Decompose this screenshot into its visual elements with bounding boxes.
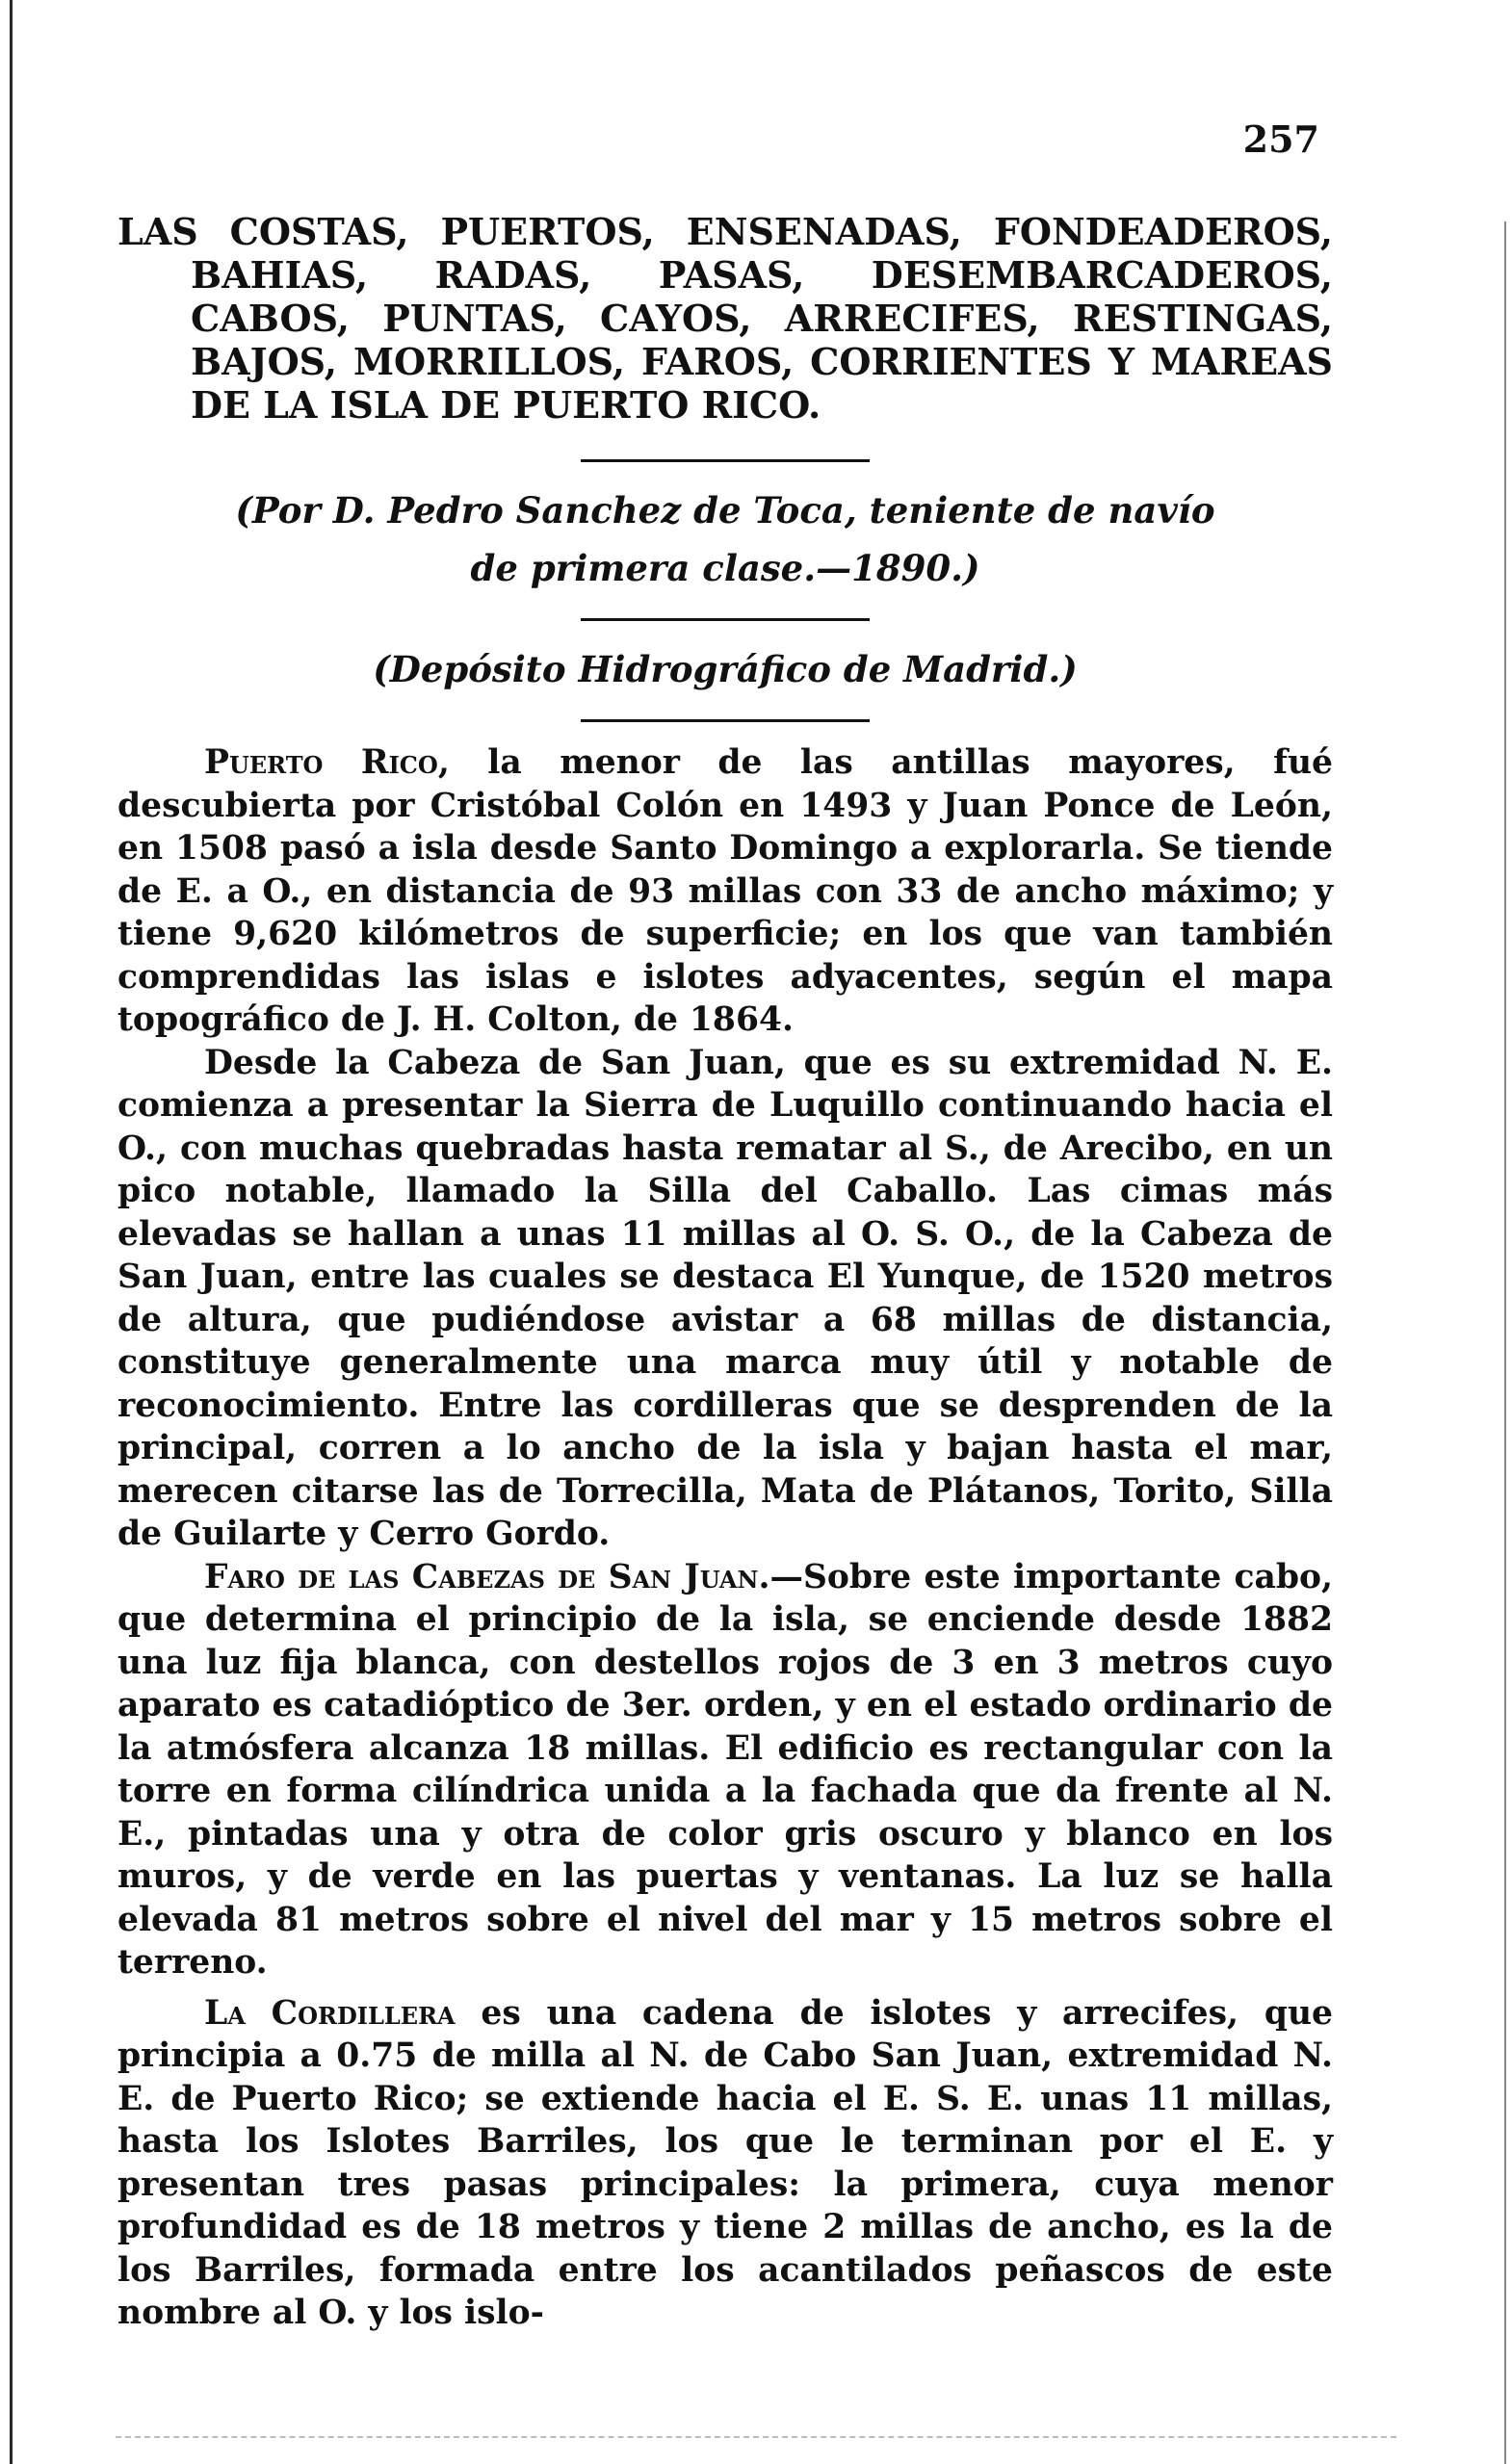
page-right-edge [1504,221,1506,2464]
paragraph-text: Desde la Cabeza de San Juan, que es su extremidad N. E. comienza a presentar la Sierra de Luquillo continuando hacia el O., con muchas quebradas hasta rematar al S., de Arecibo, en un pico notable, llamado la Silla del Caballo. Las cimas más elevadas se hallan a unas 11 millas al O. S. O., de la Cabeza de San Juan, entre las cuales se destaca El Yunque, de 1520 metros de altura, que pudiéndose avistar a 68 millas de distancia, constituye generalmente una marca muy útil y notable de reconocimiento. Entre las cordilleras que se desprenden de la principal, corren a lo ancho de la isla y bajan hasta el mar, merecen citarse las de Torrecilla, Mata de Plátanos, Torito, Silla de Guilarte y Cerro Gordo. [117,1043,1333,1553]
paragraph [117,1042,1333,1556]
scan-artifact-line [116,2436,1396,2438]
author-byline: (Por D. Pedro Sanchez de Toca, teniente de navío de primera clase.—1890.) [235,489,1215,589]
divider-rule [581,459,870,462]
page-left-edge [10,0,13,2464]
paragraph-lead: La Cordillera [204,1993,456,2033]
page-number: 257 [1242,117,1319,161]
paragraph-text: —Sobre este importante cabo, que determina el principio de la isla, se enciende desde 1882 una luz fija blanca, con destellos rojos de 3 en 3 metros cuyo aparato es catadióptico de 3er. orden, y en el estado ordinario de la atmósfera alcanza 18 millas. El edificio es rectangular con la torre en forma cilíndrica unida a la fachada que da frente al N. E., pintadas una y otra de color gris oscuro y blanco en los muros, y de verde en las puertas y ventanas. La luz se halla elevada 81 metros sobre el nivel del mar y 15 metros sobre el terreno. [117,1557,1333,1982]
chapter-title: LAS COSTAS, PUERTOS, ENSENADAS, FONDEADEROS, BAHIAS, RADAS, PASAS, DESEMBARCADEROS, CABOS, PUNTAS, CAYOS, ARRECIFES, RESTINGAS, BAJOS, MORRILLOS, FAROS, CORRIENTES Y MAREAS DE LA ISLA DE PUERTO RICO. [117,210,1333,427]
paragraph [117,741,1333,1042]
paragraph-lead: Puerto Rico [204,743,438,782]
page-content [117,210,1333,2335]
paragraph-text: , la menor de las antillas mayores, fué descubierta por Cristóbal Colón en 1493 y Juan Ponce de León, en 1508 pasó a isla desde Santo Domingo a explorarla. Se tiende de E. a O., en distancia de 93 millas con 33 de ancho máximo; y tiene 9,620 kilómetros de superficie; en los que van también comprendidas las islas e islotes adyacentes, según el mapa topográfico de J. H. Colton, de 1864. [117,743,1333,1039]
paragraph-text: es una cadena de islotes y arrecifes, que principia a 0.75 de milla al N. de Cabo San Juan, extremidad N. E. de Puerto Rico; se extiende hacia el E. S. E. unas 11 millas, hasta los Islotes Barriles, los que le terminan por el E. y presentan tres pasas principales: la primera, cuya menor profundidad es de 18 metros y tiene 2 millas de ancho, es la de los Barriles, formada entre los acantilados peñascos de este nombre al O. y los islo- [117,1993,1333,2332]
paragraph [117,1556,1333,1984]
paragraph [117,1992,1333,2335]
source-line: (Depósito Hidrográfico de Madrid.) [373,648,1078,690]
divider-rule [581,618,870,621]
divider-rule [581,719,870,722]
paragraph-lead: Faro de las Cabezas de San Juan. [204,1557,770,1596]
